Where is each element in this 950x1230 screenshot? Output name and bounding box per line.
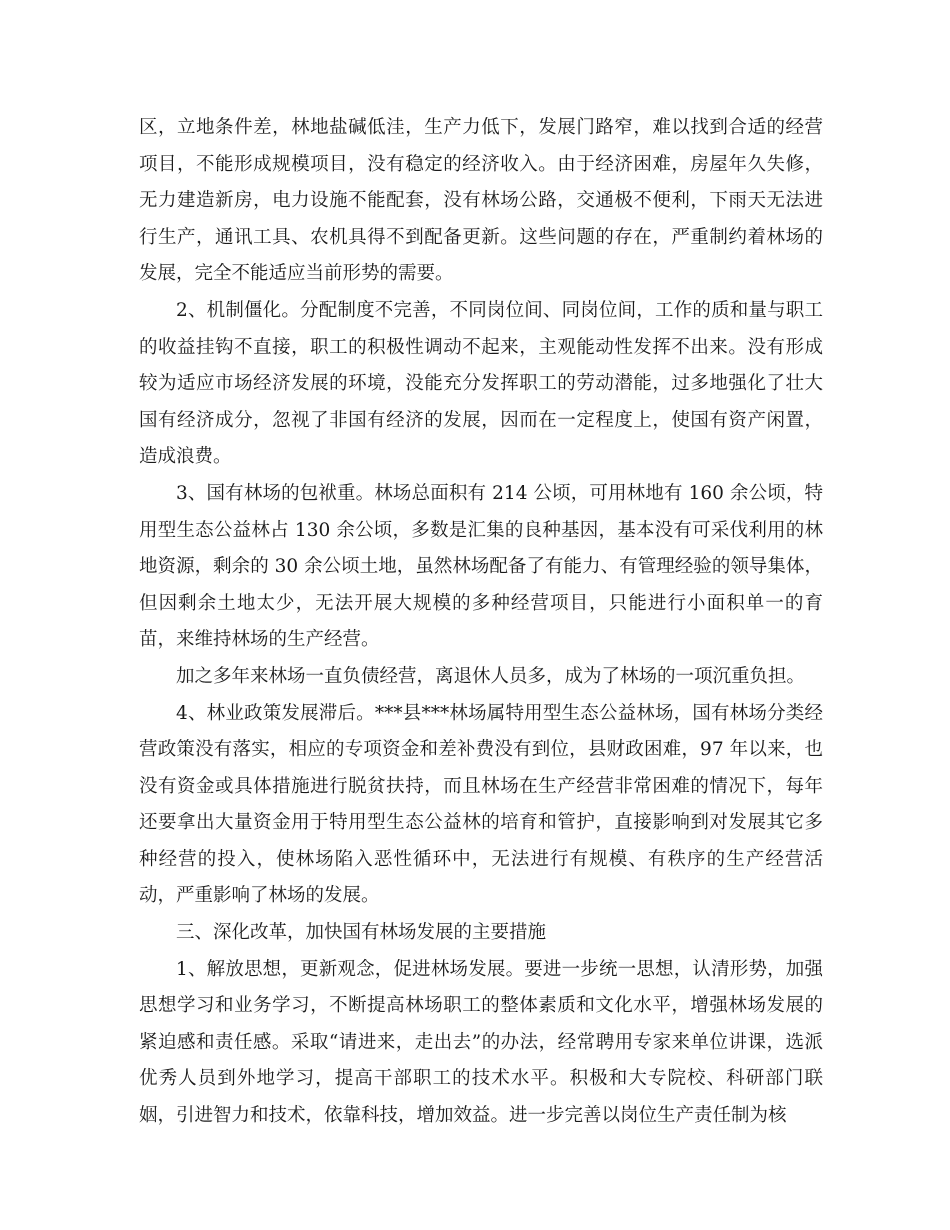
section-heading-measures: 三、深化改革，加快国有林场发展的主要措施 [176, 922, 547, 944]
paragraph-debt-operation: 加之多年来林场一直负债经营，离退休人员多，成为了林场的一项沉重负担。 [176, 665, 806, 687]
document-page [139, 110, 823, 1135]
paragraph-emancipate-thinking: 1、解放思想，更新观念，促进林场发展。要进一步统一思想，认清形势，加强思想学习和业务学习，不断提高林场职工的整体素质和文化水平，增强林场发展的紧迫感和责任感。采取“请进来，走出去”的办法，经常聘用专家来单位讲课，选派优秀人员到外地学习，提高干部职工的技术水平。积极和大专院校、科研部门联姻，引进智力和技术，依靠科技，增加效益。进一步完善以岗位生产责任制为核 [139, 958, 823, 1127]
paragraph-heavy-burden: 3、国有林场的包袱重。林场总面积有 214 公顷，可用林地有 160 余公顷，特用型生态公益林占 130 余公顷，多数是汇集的良种基因，基本没有可采伐利用的林地资源，剩余的 30 余公顷土地，虽然林场配备了有能力、有管理经验的领导集体，但因剩余土地太少，无法开展大规模的多种经营项目，只能进行小面积单一的育苗，来维持林场的生产经营。 [139, 482, 823, 651]
paragraph-mechanism-rigidity: 2、机制僵化。分配制度不完善，不同岗位间、同岗位间，工作的质和量与职工的收益挂钩不直接，职工的积极性调动不起来，主观能动性发挥不出来。没有形成较为适应市场经济发展的环境，没能充分发挥职工的劳动潜能，过多地强化了壮大国有经济成分，忽视了非国有经济的发展，因而在一定程度上，使国有资产闲置，造成浪费。 [139, 299, 823, 468]
paragraph-policy-lag: 4、林业政策发展滞后。***县***林场属特用型生态公益林场，国有林场分类经营政策没有落实，相应的专项资金和差补费没有到位，县财政困难，97 年以来，也没有资金或具体措施进行脱贫扶持，而且林场在生产经营非常困难的情况下，每年还要拿出大量资金用于特用型生态公益林的培育和管护，直接影响到对发展其它多种经营的投入，使林场陷入恶性循环中，无法进行有规模、有秩序的生产经营活动，严重影响了林场的发展。 [139, 702, 823, 907]
paragraph-continued: 区，立地条件差，林地盐碱低洼，生产力低下，发展门路窄，难以找到合适的经营项目，不能形成规模项目，没有稳定的经济收入。由于经济困难，房屋年久失修，无力建造新房，电力设施不能配套，没有林场公路，交通极不便利，下雨天无法进行生产，通讯工具、农机具得不到配备更新。这些问题的存在，严重制约着林场的发展，完全不能适应当前形势的需要。 [139, 117, 823, 285]
